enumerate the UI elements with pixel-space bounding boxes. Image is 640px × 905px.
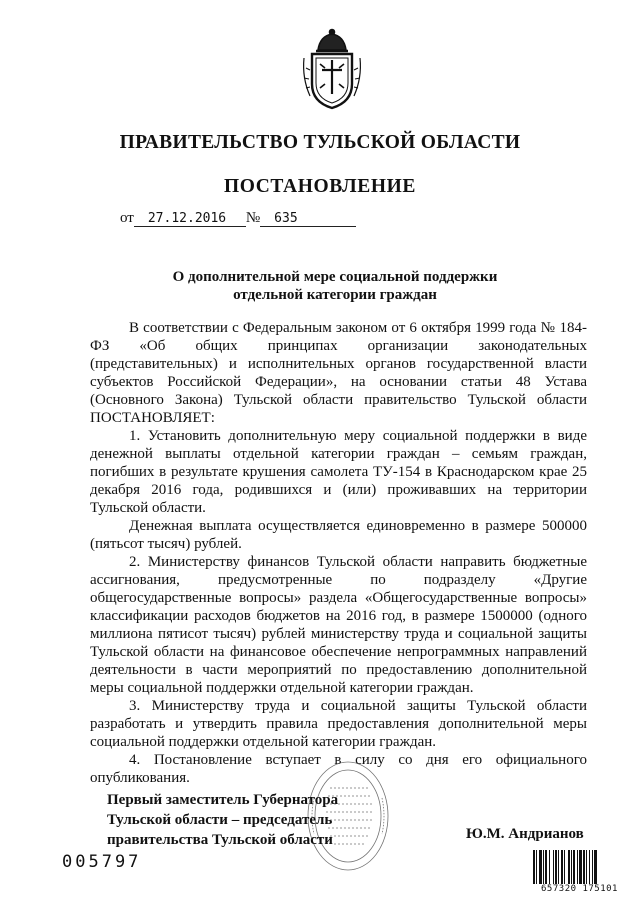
number-sign-label: №: [245, 210, 261, 226]
document-body: [90, 319, 587, 787]
signatory-position-line: Первый заместитель Губернатора: [107, 792, 339, 808]
document-type-heading: ПОСТАНОВЛЕНИЕ: [223, 176, 417, 197]
body-paragraph: В соответствии с Федеральным законом от 6 октября 1999 года № 184-ФЗ «Об общих принципах организации законодательных (представительных) и исполнительных органов государственной власти субъектов Российской Федерации», на основании статьи 48 Устава (Основного Закона) Тульской области правительство Тульской области ПОСТАНОВЛЯЕТ:: [90, 320, 587, 426]
title-line: отдельной категории граждан: [233, 287, 437, 303]
organization-heading: ПРАВИТЕЛЬСТВО ТУЛЬСКОЙ ОБЛАСТИ: [119, 132, 521, 153]
document-title: [60, 268, 610, 304]
registration-number: 005797: [62, 852, 142, 872]
document-date: 27.12.2016: [134, 211, 246, 227]
document-number: 635: [260, 211, 356, 227]
signature-block: [107, 790, 338, 850]
date-number-line: [120, 210, 356, 227]
body-paragraph: 4. Постановление вступает в силу со дня его официального опубликования.: [90, 752, 587, 786]
body-paragraph: 3. Министерству труда и социальной защиты Тульской области разработать и утвердить правила предоставления дополнительной меры социальной поддержки отдельной категории граждан.: [90, 698, 587, 750]
signatory-name: Ю.М. Андрианов: [466, 826, 584, 842]
signatory-position-line: правительства Тульской области: [107, 832, 333, 848]
barcode-image: [532, 850, 627, 884]
date-prefix-label: от: [120, 210, 134, 226]
title-line: О дополнительной мере социальной поддержки: [172, 269, 498, 285]
coat-of-arms-emblem: [300, 28, 364, 112]
body-paragraph: Денежная выплата осуществляется единовременно в размере 500000 (пятьсот тысяч) рублей.: [90, 518, 587, 552]
body-paragraph: 1. Установить дополнительную меру социальной поддержки в виде денежной выплаты отдельной категории граждан – семьям граждан, погибших в результате крушения самолета ТУ-154 в Краснодарском крае 25 декабря 2016 года, родившихся и (или) проживавших на территории Тульской области.: [90, 428, 587, 516]
barcode-number: 657320 175101: [541, 884, 618, 894]
body-paragraph: 2. Министерству финансов Тульской области направить бюджетные ассигнования, предусмотренные по подразделу «Другие общегосударственные вопросы» раздела «Общегосударственные вопросы» классификации расходов бюджетов на 2016 год, в размере 1500000 (одного миллиона пятисот тысяч) рублей министерству труда и социальной защиты Тульской области на финансовое обеспечение непрограммных направлений деятельности в части мероприятий по предоставлению дополнительной меры социальной поддержки отдельной категории граждан.: [90, 554, 587, 696]
signatory-position-line: Тульской области – председатель: [107, 812, 333, 828]
